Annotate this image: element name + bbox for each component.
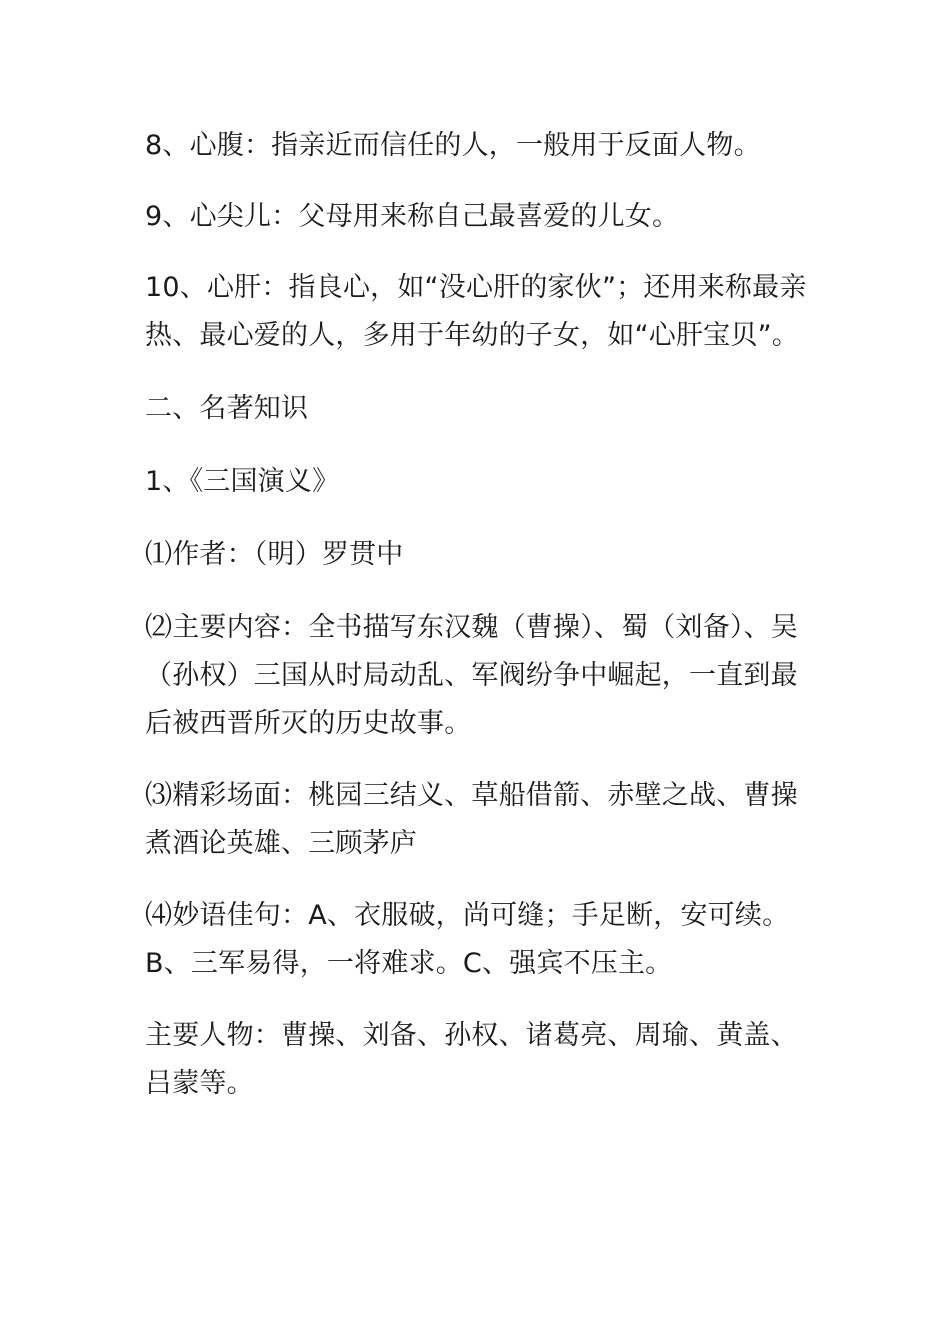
paragraph-main-content: ⑵主要内容：全书描写东汉魏（曹操）、蜀（刘备）、吴（孙权）三国从时局动乱、军阀纷争中崛起，一直到最后被西晋所灭的历史故事。: [145, 612, 798, 739]
paragraph-xinjianer: 9、心尖儿：父母用来称自己最喜爱的儿女。: [145, 201, 680, 232]
paragraph-quotes: ⑷妙语佳句：A、衣服破，尚可缝；手足断，安可续。B、三军易得，一将难求。C、强宾不压主。: [145, 900, 790, 979]
paragraph-scenes: ⑶精彩场面：桃园三结义、草船借箭、赤壁之战、曹操煮酒论英雄、三顾茅庐: [145, 780, 798, 859]
subheading-sanguo: 1、《三国演义》: [145, 466, 340, 497]
paragraph-xingan: 10、心肝：指良心，如“没心肝的家伙”；还用来称最亲热、最心爱的人，多用于年幼的子女，如“心肝宝贝”。: [145, 272, 807, 351]
document-page: [145, 122, 815, 1108]
paragraph-author: ⑴作者：（明）罗贯中: [145, 539, 404, 570]
paragraph-characters: 主要人物：曹操、刘备、孙权、诸葛亮、周瑜、黄盖、吕蒙等。: [145, 1020, 798, 1099]
section-heading-classics: 二、名著知识: [145, 393, 309, 424]
paragraph-xinfu: 8、心腹：指亲近而信任的人，一般用于反面人物。: [145, 130, 761, 161]
